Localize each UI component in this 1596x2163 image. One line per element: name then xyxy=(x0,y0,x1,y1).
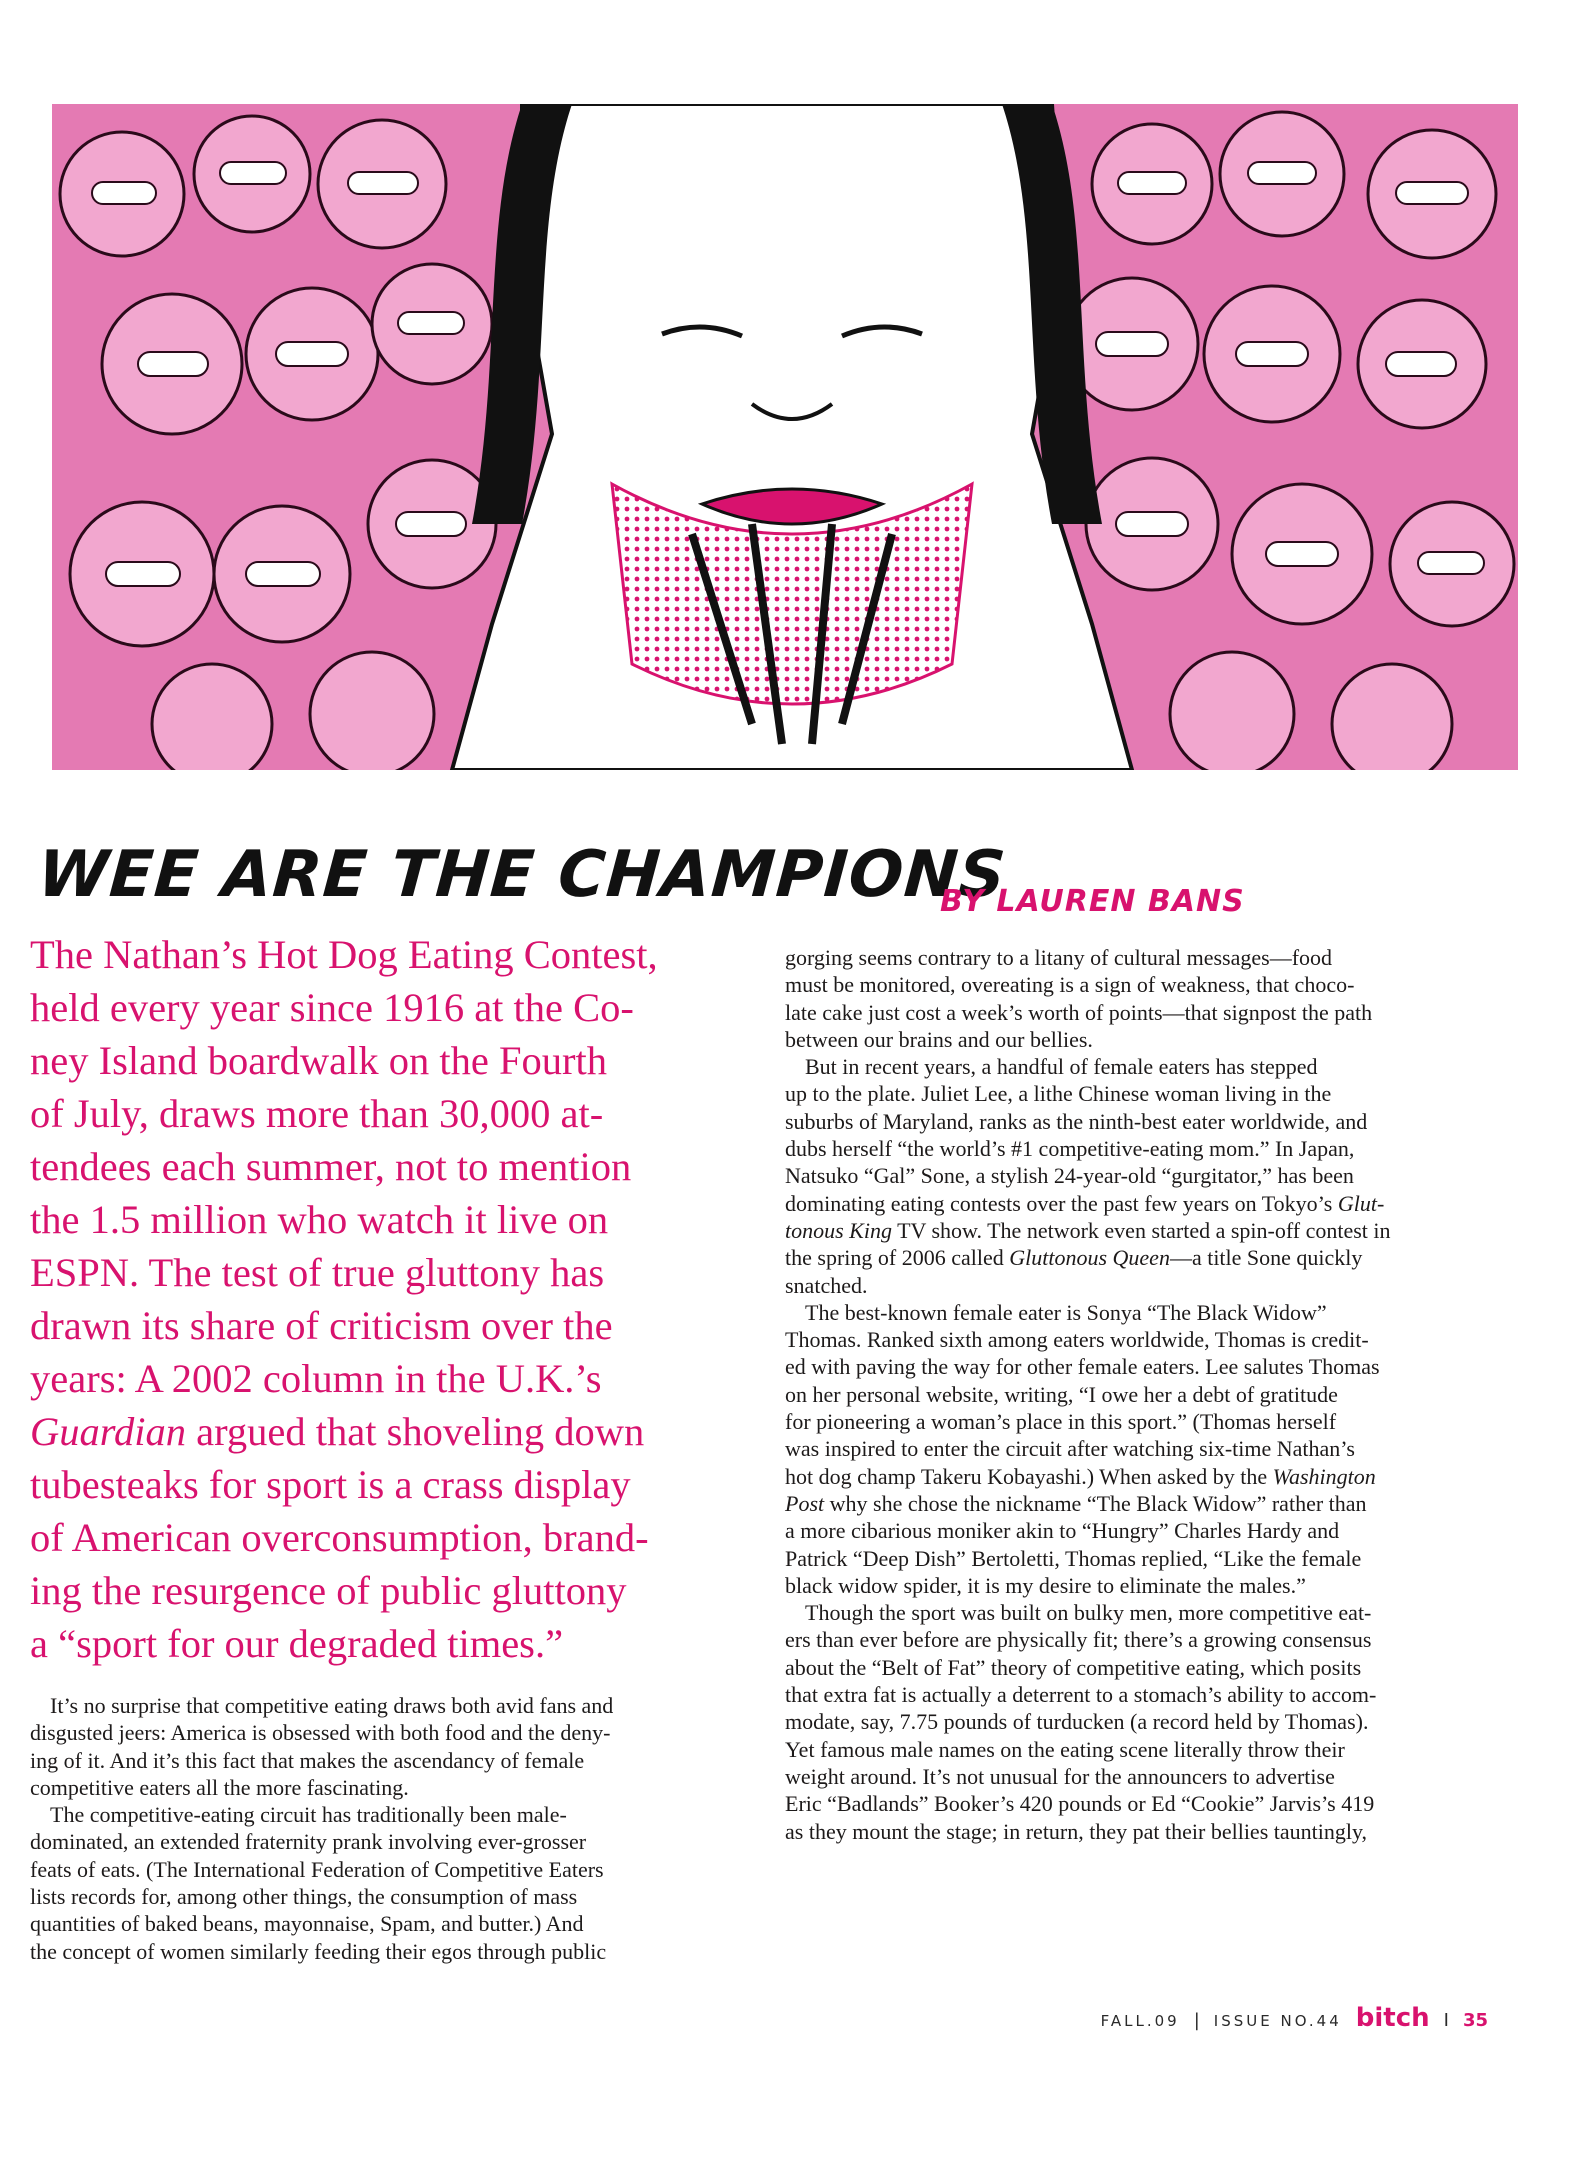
left-column xyxy=(30,928,752,1965)
right-paragraph-3 xyxy=(785,1299,1507,1599)
left-paragraph-1-text: It’s no surprise that competitive eating draws both avid fans and disgusted jeers: America is obsessed with both food and the deny- ing of it. And it’s this fact that makes the ascendancy of female competitive eaters all the more fascinating. xyxy=(30,1693,614,1800)
right-paragraph-1-text: gorging seems contrary to a litany of cultural messages—food must be monitored, overeating is a sign of weakness, that choco- late cake just cost a week’s worth of points—that signpost the path between our brains and our bellies. xyxy=(785,945,1373,1052)
right-paragraph-3-text-a: The best-known female eater is Sonya “The Black Widow” Thomas. Ranked sixth among eaters worldwide, Thomas is credit- ed with paving the way for other female eaters. Lee salutes Thomas on her personal website, writing, “I owe her a debt of gratitude for pioneering a woman’s place in this sport.” (Thomas herself was inspired to enter the circuit after watching six-time Nathan’s hot dog champ Takeru Kobayashi.) When asked by the xyxy=(785,1299,1380,1489)
right-paragraph-1 xyxy=(785,944,1507,1053)
right-paragraph-4 xyxy=(785,1599,1507,1845)
right-column xyxy=(785,944,1507,1845)
hero-illustration xyxy=(52,104,1518,770)
article-title: WEE ARE THE CHAMPIONS xyxy=(35,838,1009,912)
article-deck xyxy=(30,928,752,1670)
right-paragraph-2-text-b: TV show. The network even started a spin-off contest in the spring of 2006 called xyxy=(785,1217,1391,1271)
right-paragraph-3-italic: Washington Post xyxy=(785,1463,1376,1516)
right-paragraph-2-text-a: But in recent years, a handful of female eaters has stepped up to the plate. Juliet Lee, a lithe Chinese woman living in the suburbs of Maryland, ranks as the ninth-best eater worldwide, and dubs herself “the world’s #1 competitive-eating mom.” In Japan, Natsuko “Gal” Sone, a stylish 24-year-old “gurgitator,” has been dominating eating contests over the past few years on Tokyo’s xyxy=(785,1054,1368,1216)
right-paragraph-2-italic-2: Gluttonous Queen xyxy=(1009,1245,1170,1271)
eater-figure xyxy=(452,104,1132,770)
deck-text-1: The Nathan’s Hot Dog Eating Contest, held every year since 1916 at the Co- ney Island boardwalk on the Fourth of July, draws more than 30,000 at- tendees each summer, not to mention the 1.5 million who watch it live on ESPN. The test of true gluttony has drawn its share of criticism over the years: A 2002 column in the U.K.’s xyxy=(30,932,658,1401)
footer-season: FALL.09 xyxy=(1100,2012,1180,2030)
right-paragraph-2-text-c: —a title Sone quickly snatched. xyxy=(785,1245,1363,1298)
right-paragraph-4-text: Though the sport was built on bulky men, more competitive eat- ers than ever before are physically fit; there’s a growing consensus about the “Belt of Fat” theory of competitive eating, which posits that extra fat is actually a deterrent to a stomach’s ability to accom- modate, say, 7.75 pounds of turducken (a record held by Thomas). Yet famous male names on the eating scene literally throw their weight around. It’s not unusual for the announcers to advertise Eric “Badlands” Booker’s 420 pounds or Ed “Cookie” Jarvis’s 419 as they mount the stage; in return, they pat their bellies tauntingly, xyxy=(785,1600,1377,1844)
left-paragraph-2-text: The competitive-eating circuit has traditionally been male- dominated, an extended fraternity prank involving ever-grosser feats of eats. (The International Federation of Competitive Eaters lists records for, among other things, the consumption of mass quantities of baked beans, mayonnaise, Spam, and butter.) And the concept of women similarly feeding their egos through public xyxy=(30,1802,607,1964)
deck-text-2: argued that shoveling down tubesteaks for sport is a crass display of American overconsumption, brand- ing the resurgence of public gluttony a “sport for our degraded times.” xyxy=(30,1409,649,1666)
footer-issue-number: ISSUE NO.44 xyxy=(1213,2012,1342,2030)
deck-italic-guardian: Guardian xyxy=(30,1409,187,1454)
illustration-artwork xyxy=(52,104,1518,770)
right-paragraph-2-italic-1: Glut- tonous King xyxy=(785,1190,1385,1243)
left-paragraph-1 xyxy=(30,1692,752,1801)
left-paragraph-2 xyxy=(30,1801,752,1965)
headline-row xyxy=(35,838,1558,938)
footer-page-separator: I xyxy=(1443,2010,1449,2031)
right-paragraph-2 xyxy=(785,1053,1507,1299)
article-byline: BY LAUREN BANS xyxy=(940,884,1245,919)
page-footer xyxy=(1101,2003,1488,2033)
footer-brand: bitch xyxy=(1355,2003,1430,2033)
footer-page-number: 35 xyxy=(1462,2010,1488,2031)
right-paragraph-3-text-b: why she chose the nickname “The Black Widow” rather than a more cibarious moniker akin to “Hungry” Charles Hardy and Patrick “Deep Dish” Bertoletti, Thomas replied, “Like the female black widow spider, it is my desire to eliminate the males.” xyxy=(785,1490,1367,1598)
footer-separator: | xyxy=(1193,2010,1200,2031)
